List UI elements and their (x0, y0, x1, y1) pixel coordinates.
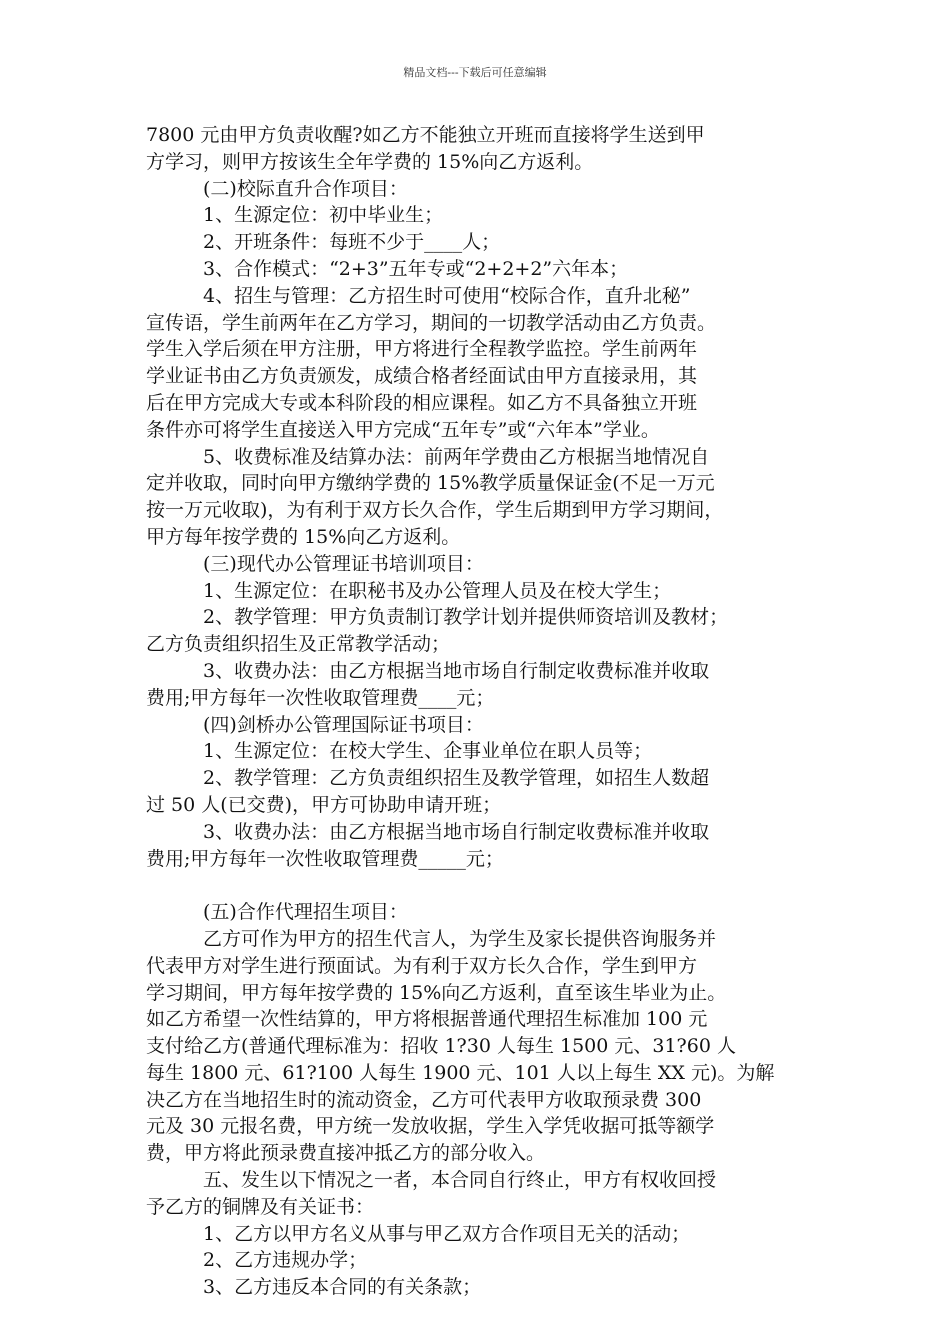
text-line: 乙方负责组织招生及正常教学活动； (146, 633, 451, 656)
text-line: 1、生源定位：在校大学生、企事业单位在职人员等； (203, 740, 653, 763)
text-line: 按一万元收取)，为有利于双方长久合作，学生后期到甲方学习期间， (146, 499, 724, 522)
text-line: (五)合作代理招生项目： (203, 901, 408, 924)
text-line: 3、合作模式：“2+3”五年专或“2+2+2”六年本； (203, 257, 629, 280)
text-line: 过 50 人(已交费)，甲方可协助申请开班； (146, 793, 502, 816)
text-line: 1、乙方以甲方名义从事与甲乙双方合作项目无关的活动； (203, 1222, 691, 1245)
text-line: 代表甲方对学生进行预面试。为有利于双方长久合作，学生到甲方 (146, 954, 698, 977)
text-line: 学习期间，甲方每年按学费的 15%向乙方返利，直至该生毕业为止。 (146, 981, 727, 1004)
text-line: 费用;甲方每年一次性收取管理费____元； (146, 686, 495, 709)
page-header: 精品文档---下载后可任意编辑 (403, 66, 547, 79)
text-line: 2、教学管理：乙方负责组织招生及教学管理，如招生人数超 (203, 767, 710, 790)
text-line: 2、教学管理：甲方负责制订教学计划并提供师资培训及教材； (203, 606, 729, 629)
text-line: (四)剑桥办公管理国际证书项目： (203, 713, 484, 736)
text-line: 3、乙方违反本合同的有关条款； (203, 1276, 482, 1299)
text-line: 1、生源定位：初中毕业生； (203, 204, 444, 227)
text-line: 3、收费办法：由乙方根据当地市场自行制定收费标准并收取 (203, 820, 710, 843)
text-line: 4、招生与管理：乙方招生时可使用“校际合作，直升北秘” (203, 284, 691, 307)
text-line: 学业证书由乙方负责颁发，成绩合格者经面试由甲方直接录用，其 (146, 365, 698, 388)
blank-line (146, 872, 846, 899)
text-line: 2、开班条件：每班不少于____人； (203, 231, 501, 254)
text-line: 条件亦可将学生直接送入甲方完成“五年专”或“六年本”学业。 (146, 418, 660, 441)
text-line: 乙方可作为甲方的招生代言人，为学生及家长提供咨询服务并 (203, 927, 717, 950)
text-line: 2、乙方违规办学； (203, 1249, 368, 1272)
text-line: 予乙方的铜牌及有关证书： (146, 1195, 375, 1218)
text-line: (二)校际直升合作项目： (203, 177, 408, 200)
text-line: 五、发生以下情况之一者，本合同自行终止，甲方有权收回授 (203, 1169, 717, 1192)
text-line: 支付给乙方(普通代理标准为：招收 1?30 人每生 1500 元、31?60 人 (146, 1035, 736, 1058)
text-line: 宣传语，学生前两年在乙方学习，期间的一切教学活动由乙方负责。 (146, 311, 717, 334)
text-line: 3、收费办法：由乙方根据当地市场自行制定收费标准并收取 (203, 659, 710, 682)
text-line: (三)现代办公管理证书培训项目： (203, 552, 484, 575)
text-line: 后在甲方完成大专或本科阶段的相应课程。如乙方不具备独立开班 (146, 391, 698, 414)
text-line: 1、生源定位：在职秘书及办公管理人员及在校大学生； (203, 579, 672, 602)
text-line: 5、收费标准及结算办法：前两年学费由乙方根据当地情况自 (203, 445, 710, 468)
text-line: 7800 元由甲方负责收醒?如乙方不能独立开班而直接将学生送到甲 (146, 124, 705, 146)
text-line: 元及 30 元报名费，甲方统一发放收据，学生入学凭收据可抵等额学 (146, 1115, 715, 1138)
text-line: 甲方每年按学费的 15%向乙方返利。 (146, 525, 461, 548)
text-line: 每生 1800 元、61?100 人每生 1900 元、101 人以上每生 XX 元)。为解 (146, 1061, 775, 1084)
text-line: 费，甲方将此预录费直接冲抵乙方的部分收入。 (146, 1142, 546, 1165)
text-line: 定并收取，同时向甲方缴纳学费的 15%教学质量保证金(不足一万元 (146, 472, 715, 495)
text-line: 如乙方希望一次性结算的，甲方将根据普通代理招生标准加 100 元 (146, 1008, 708, 1031)
document-body (146, 122, 846, 1301)
text-line: 费用;甲方每年一次性收取管理费_____元； (146, 847, 504, 870)
text-line: 方学习，则甲方按该生全年学费的 15%向乙方返利。 (146, 150, 594, 173)
text-line: 学生入学后须在甲方注册，甲方将进行全程教学监控。学生前两年 (146, 338, 698, 361)
text-line: 决乙方在当地招生时的流动资金，乙方可代表甲方收取预录费 300 (146, 1088, 702, 1111)
